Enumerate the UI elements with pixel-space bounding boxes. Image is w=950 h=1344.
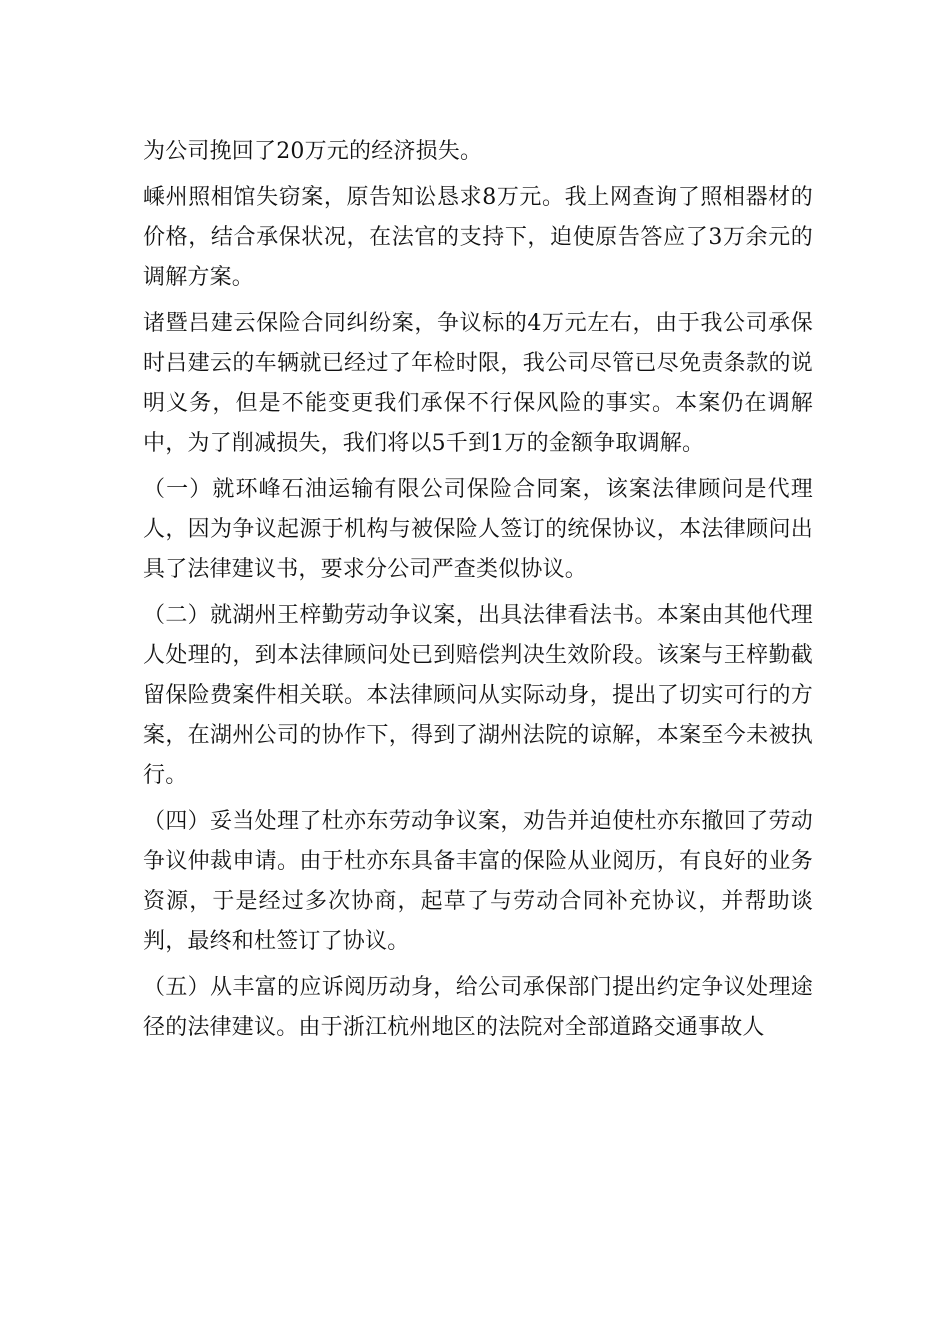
document-body xyxy=(143,132,813,1054)
paragraph: （一）就环峰石油运输有限公司保险合同案，该案法律顾问是代理人，因为争议起源于机构与被保险人签订的统保协议，本法律顾问出具了法律建议书，要求分公司严查类似协议。 xyxy=(143,477,813,582)
paragraph: （二）就湖州王梓勤劳动争议案，出具法律看法书。本案由其他代理人处理的，到本法律顾问处已到赔偿判决生效阶段。该案与王梓勤截留保险费案件相关联。本法律顾问从实际动身，提出了切实可行的方案，在湖州公司的协作下，得到了湖州法院的谅解，本案至今未被执行。 xyxy=(143,603,813,788)
paragraph: （五）从丰富的应诉阅历动身，给公司承保部门提出约定争议处理途径的法律建议。由于浙江杭州地区的法院对全部道路交通事故人 xyxy=(143,975,813,1040)
paragraph: （四）妥当处理了杜亦东劳动争议案，劝告并迫使杜亦东撤回了劳动争议仲裁申请。由于杜亦东具备丰富的保险从业阅历，有良好的业务资源，于是经过多次协商，起草了与劳动合同补充协议，并帮助谈判，最终和杜签订了协议。 xyxy=(143,809,813,954)
paragraph: 诸暨吕建云保险合同纠纷案，争议标的4万元左右，由于我公司承保时吕建云的车辆就已经过了年检时限，我公司尽管已尽免责条款的说明义务，但是不能变更我们承保不行保风险的事实。本案仍在调解中，为了削减损失，我们将以5千到1万的金额争取调解。 xyxy=(143,311,813,456)
paragraph: 嵊州照相馆失窃案，原告知讼恳求8万元。我上网查询了照相器材的价格，结合承保状况，在法官的支持下，迫使原告答应了3万余元的调解方案。 xyxy=(143,185,813,290)
paragraph: 为公司挽回了20万元的经济损失。 xyxy=(143,139,483,164)
